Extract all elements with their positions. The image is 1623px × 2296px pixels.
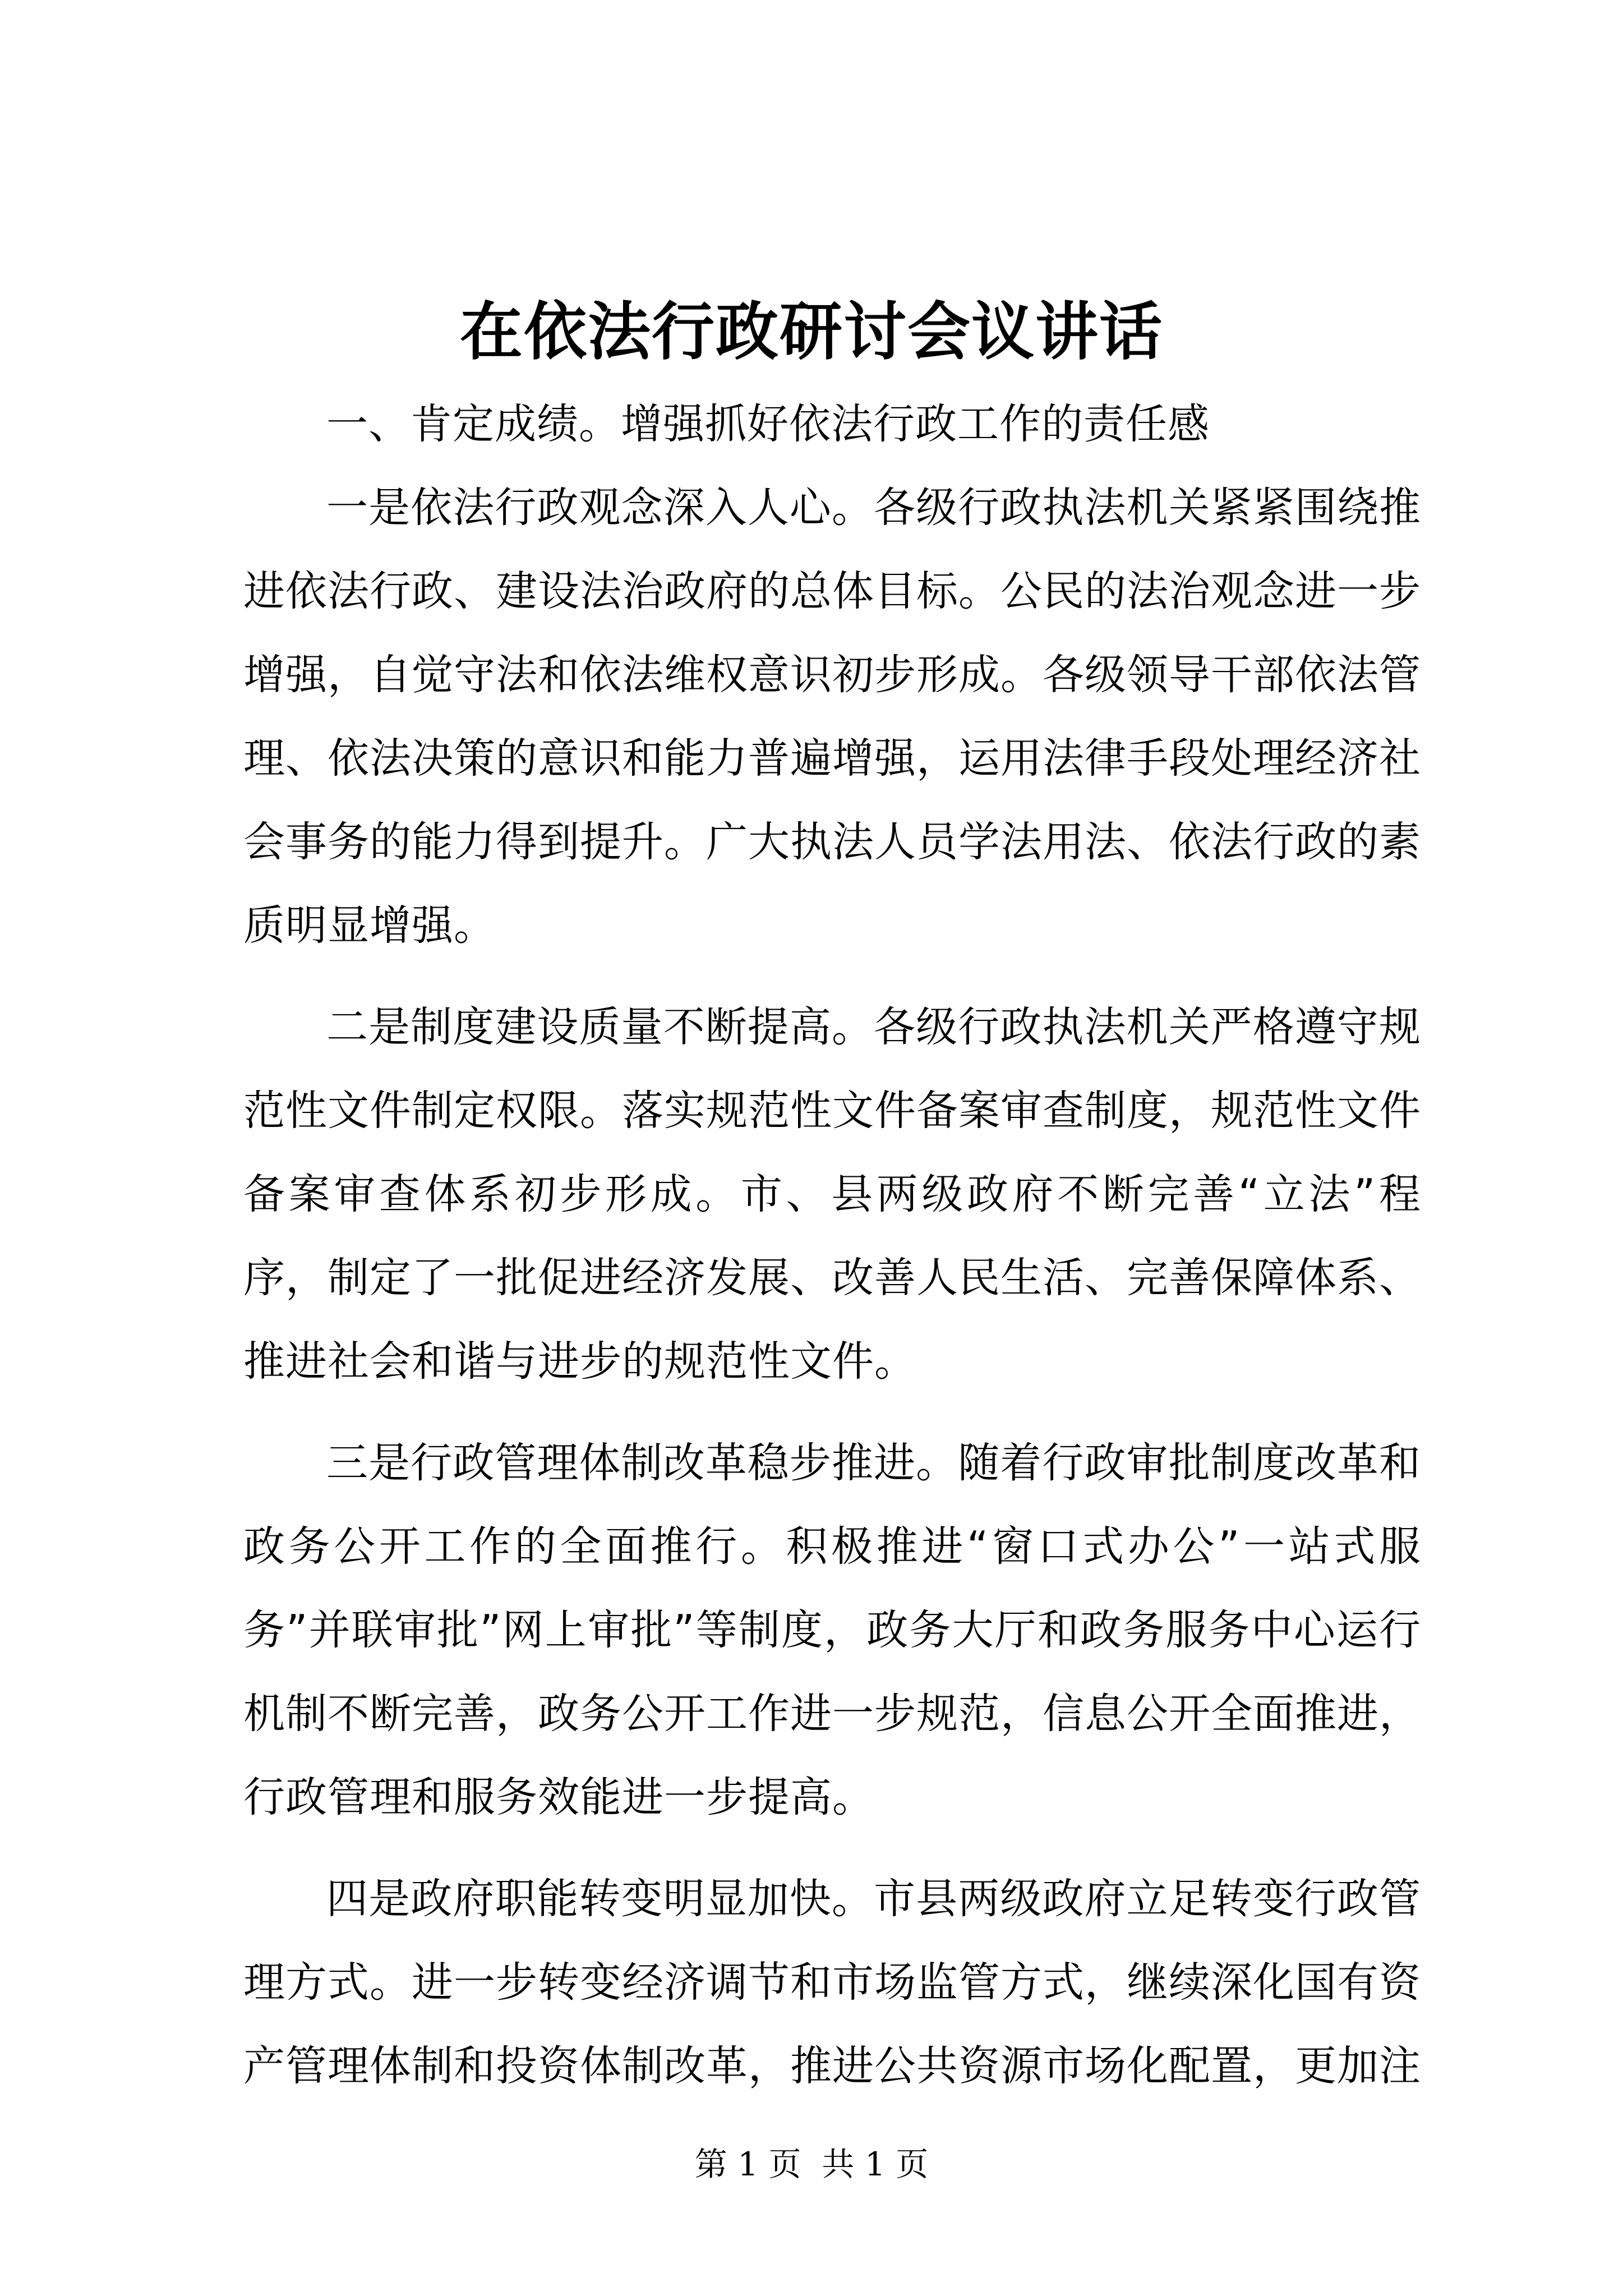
document-title: 在依法行政研讨会议讲话: [460, 295, 1163, 369]
page-number-label: 第 1 页 共 1 页: [694, 2145, 929, 2183]
paragraph-4: 四是政府职能转变明显加快。市县两级政府立足转变行政管理方式。进一步转变经济调节和市场监管方式，继续深化国有资产管理体制和投资体制改革，推进公共资源市场化配置，更加注: [243, 1875, 1421, 2090]
page-footer: [0, 2142, 1623, 2187]
paragraph-3: 三是行政管理体制改革稳步推进。随着行政审批制度改革和政务公开工作的全面推行。积极推进“窗口式办公”一站式服务”并联审批”网上审批”等制度，政务大厅和政务服务中心运行机制不断完善，政务公开工作进一步规范，信息公开全面推进，行政管理和服务效能进一步提高。: [243, 1439, 1421, 1821]
paragraph-2: 二是制度建设质量不断提高。各级行政执法机关严格遵守规范性文件制定权限。落实规范性文件备案审查制度，规范性文件备案审查体系初步形成。市、县两级政府不断完善“立法”程序，制定了一批促进经济发展、改善人民生活、完善保障体系、推进社会和谐与进步的规范性文件。: [243, 1003, 1421, 1386]
section-heading: 一、肯定成绩。增强抓好依法行政工作的责任感: [326, 400, 1210, 448]
paragraph-1: 一是依法行政观念深入人心。各级行政执法机关紧紧围绕推进依法行政、建设法治政府的总体目标。公民的法治观念进一步增强，自觉守法和依法维权意识初步形成。各级领导干部依法管理、依法决策的意识和能力普遍增强，运用法律手段处理经济社会事务的能力得到提升。广大执法人员学法用法、依法行政的素质明显增强。: [243, 484, 1421, 950]
document-body: [243, 383, 1421, 2108]
